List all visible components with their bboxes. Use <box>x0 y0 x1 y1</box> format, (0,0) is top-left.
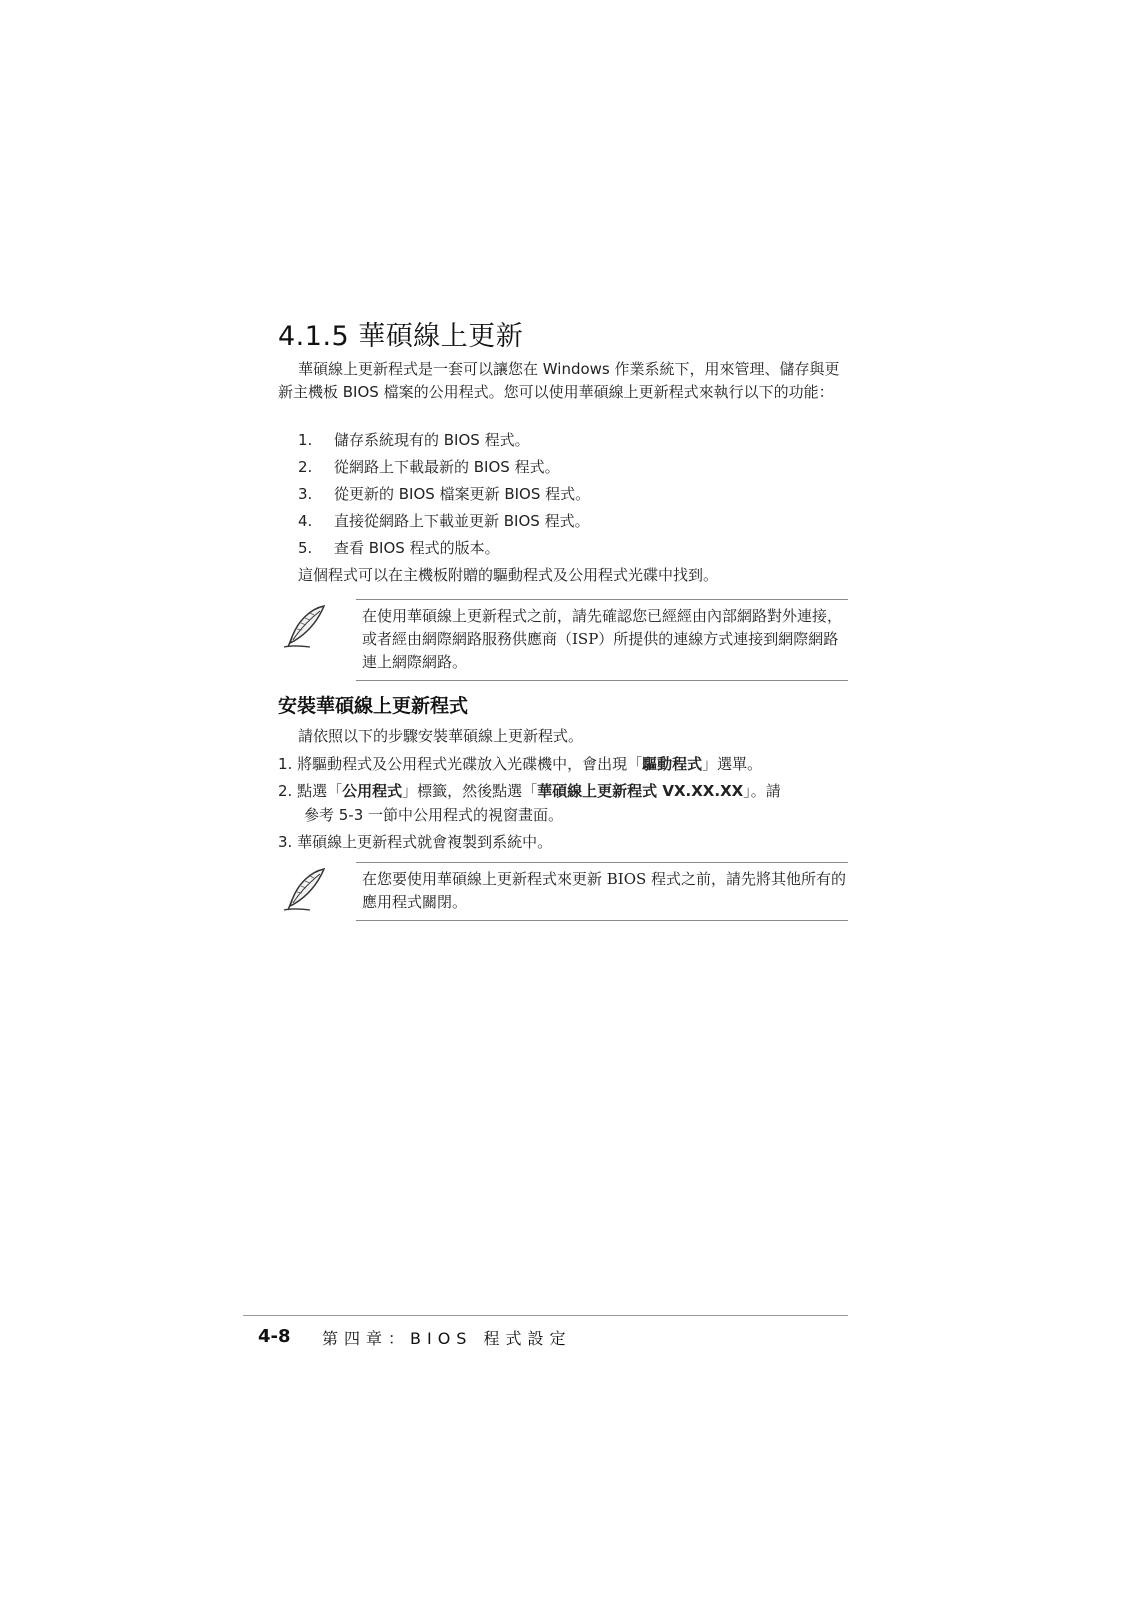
list-item <box>298 456 560 477</box>
list-item <box>298 483 590 504</box>
section-title: 4.1.5 華碩線上更新 <box>278 321 524 352</box>
install-step <box>278 752 762 776</box>
feather-pen-icon <box>280 866 332 914</box>
note-box <box>356 599 848 681</box>
step-text: 點選「 <box>297 782 343 800</box>
list-number: 4. <box>298 512 313 530</box>
step-number: 2. <box>278 782 293 800</box>
list-text: 直接從網路上下載並更新 BIOS 程式。 <box>334 512 590 530</box>
list-number: 2. <box>298 458 313 476</box>
footer-divider <box>243 1315 848 1316</box>
install-step-continuation: 參考 5-3 一節中公用程式的視窗畫面。 <box>304 806 564 824</box>
list-text: 從網路上下載最新的 BIOS 程式。 <box>334 458 560 476</box>
step-text: 將驅動程式及公用程式光碟放入光碟機中，會出現「 <box>297 755 643 773</box>
list-item <box>298 429 530 450</box>
step-number: 1. <box>278 755 293 773</box>
install-step <box>278 779 781 803</box>
location-note: 這個程式可以在主機板附贈的驅動程式及公用程式光碟中找到。 <box>298 566 719 584</box>
note-box <box>356 862 848 921</box>
step-number: 3. <box>278 833 293 851</box>
list-text: 查看 BIOS 程式的版本。 <box>334 539 500 557</box>
list-text: 從更新的 BIOS 檔案更新 BIOS 程式。 <box>334 485 591 503</box>
page-number: 4-8 <box>258 1326 291 1347</box>
feather-pen-icon <box>280 603 332 651</box>
step-text: 華碩線上更新程式就會複製到系統中。 <box>297 833 553 851</box>
install-intro: 請依照以下的步驟安裝華碩線上更新程式。 <box>298 727 584 745</box>
list-number: 3. <box>298 485 313 503</box>
list-number: 5. <box>298 539 313 557</box>
step-text: 」選單。 <box>702 755 763 773</box>
step-bold-text: 驅動程式 <box>642 755 703 773</box>
list-number: 1. <box>298 431 313 449</box>
list-item <box>298 510 590 531</box>
chapter-title: 第四章：BIOS 程式設定 <box>322 1329 572 1348</box>
subsection-heading: 安裝華碩線上更新程式 <box>278 695 469 717</box>
step-text: 」標籤，然後點選「 <box>402 782 538 800</box>
step-bold-text: 華碩線上更新程式 VX.XX.XX <box>537 782 744 800</box>
install-step <box>278 830 552 854</box>
note-text: 在使用華碩線上更新程式之前，請先確認您已經經由內部網路對外連接，或者經由網際網路服務供應商（ISP）所提供的連線方式連接到網際網路連上網際網路。 <box>362 607 843 671</box>
step-text: 」。請 <box>743 782 781 800</box>
intro-paragraph: 華碩線上更新程式是一套可以讓您在 Windows 作業系統下，用來管理、儲存與更新主機板 BIOS 檔案的公用程式。您可以使用華碩線上更新程式來執行以下的功能： <box>278 360 840 401</box>
step-bold-text: 公用程式 <box>342 782 403 800</box>
note-text: 在您要使用華碩線上更新程式來更新 BIOS 程式之前，請先將其他所有的應用程式關閉。 <box>362 870 847 911</box>
list-text: 儲存系統現有的 BIOS 程式。 <box>334 431 530 449</box>
list-item <box>298 537 500 558</box>
